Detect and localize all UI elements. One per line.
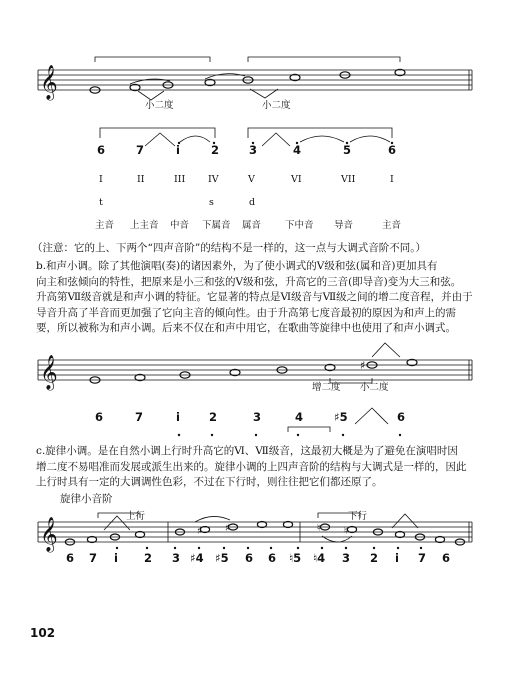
- degree-label: IV: [208, 174, 219, 185]
- natural-icon: ♮: [344, 526, 348, 537]
- jianpu-note: 6: [268, 551, 277, 565]
- jianpu-note: 7: [418, 551, 427, 565]
- text-line: 升高第Ⅶ级音就是和声小调的特征。它显著的特点是Ⅵ级音与Ⅶ级之间的增二度音程，并由于: [36, 291, 473, 303]
- paragraph-melodic-minor: [36, 444, 476, 491]
- jianpu-note: i: [176, 143, 180, 157]
- jianpu-note: 7: [135, 410, 144, 424]
- jianpu-note: 6: [245, 551, 254, 565]
- sharp-icon: ♯: [197, 526, 202, 537]
- jianpu-note: 7: [89, 551, 98, 565]
- degree-name: 主音: [95, 220, 115, 231]
- degree-name: 导音: [334, 220, 354, 231]
- jianpu-note: 3: [342, 551, 351, 565]
- jianpu-note: ♯4: [190, 551, 204, 565]
- jianpu-note: 3: [253, 410, 262, 424]
- note-text: （注意：它的上、下两个“四声音阶”的结构不是一样的，这一点与大调式音阶不同。）: [32, 242, 426, 254]
- jianpu-note: 4: [293, 143, 302, 157]
- jianpu-note: ♯5: [215, 551, 229, 565]
- interval-label: 小二度: [360, 382, 389, 393]
- treble-clef-icon: 𝄞: [40, 355, 58, 390]
- sharp-icon: ♯: [360, 359, 366, 372]
- treble-clef-icon: 𝄞: [40, 517, 58, 552]
- staff-1: [38, 70, 472, 90]
- degree-name: 下中音: [285, 220, 314, 231]
- jianpu-note: 6: [397, 410, 406, 424]
- jianpu-note: 3: [249, 143, 258, 157]
- interval-label: 增二度: [312, 382, 341, 393]
- jianpu-note: 3: [172, 551, 181, 565]
- jianpu-note: 6: [442, 551, 451, 565]
- jianpu-note: ♯5: [334, 410, 348, 424]
- degree-label: I: [390, 174, 394, 185]
- degree-name: 中音: [170, 220, 190, 231]
- jianpu-note: 6: [66, 551, 75, 565]
- jianpu-note: ♮5: [289, 551, 302, 565]
- jianpu-note: 2: [211, 143, 220, 157]
- staff-3: [38, 522, 472, 542]
- page-number: 102: [30, 626, 56, 640]
- direction-label: 下行: [348, 511, 368, 522]
- degree-name: 属音: [242, 220, 262, 231]
- jianpu-note: i: [176, 410, 180, 424]
- paragraph-harmonic-minor: [36, 259, 476, 337]
- function-label: s: [209, 197, 214, 208]
- jianpu-note: 7: [136, 143, 145, 157]
- degree-label: I: [99, 174, 103, 185]
- jianpu-note: i: [395, 551, 399, 565]
- treble-clef-icon: 𝄞: [40, 65, 58, 100]
- degree-name: 主音: [382, 220, 402, 231]
- text-line: 增二度不易唱准而发展或派生出来的。旋律小调的上四声音阶的结构与大调式是一样的，因此: [36, 460, 467, 473]
- jianpu-note: i: [114, 551, 118, 565]
- text-line: 要，所以被称为和声小调。后来不仅在和声中用它，在歌曲等旋律中也使用了和声小调式。: [36, 322, 456, 334]
- function-label: d: [249, 197, 256, 208]
- jianpu-note: 6: [95, 410, 104, 424]
- text-line: 上行时具有一定的大调调性色彩，不过在下行时，则往往把它们都还原了。: [36, 476, 383, 488]
- degree-label: III: [174, 174, 186, 185]
- degree-label: II: [137, 174, 145, 185]
- degree-label: VI: [291, 174, 302, 185]
- direction-label: 上行: [126, 511, 146, 522]
- jianpu-note: 6: [97, 143, 106, 157]
- degree-name: 下属音: [202, 220, 231, 231]
- sharp-icon: ♯: [225, 523, 230, 534]
- interval-label: 小二度: [145, 100, 174, 111]
- jianpu-note: 2: [144, 551, 153, 565]
- degree-name: 上主音: [130, 220, 159, 231]
- jianpu-note: 2: [370, 551, 379, 565]
- jianpu-note: 5: [343, 143, 352, 157]
- text-line: c.旋律小调。是在自然小调上行时升高它的Ⅵ、Ⅶ级音，这最初大概是为了避免在演唱时因: [36, 445, 458, 457]
- text-line: 向主和弦倾向的特性，把原来是小三和弦的Ⅴ级和弦，升高它的三音(即导音)变为大三和弦。: [36, 275, 462, 288]
- jianpu-note: ♮4: [313, 551, 326, 565]
- degree-label: V: [248, 174, 255, 185]
- jianpu-note: 4: [295, 410, 304, 424]
- natural-icon: ♮: [317, 523, 321, 534]
- text-line: 导音升高了半音而更加强了它向主音的倾向性。由于升高第七度音最初的原因为和声上的需: [36, 306, 456, 319]
- jianpu-note: 2: [209, 410, 218, 424]
- degree-label: VII: [341, 174, 356, 185]
- function-label: t: [99, 197, 103, 208]
- jianpu-note: 6: [388, 143, 397, 157]
- text-line: b.和声小调。除了其他演唱(奏)的诸因素外，为了使小调式的Ⅴ级和弦(属和音)更加具有: [36, 260, 438, 272]
- interval-label: 小二度: [262, 100, 291, 111]
- example-title: 旋律小音阶: [60, 493, 113, 505]
